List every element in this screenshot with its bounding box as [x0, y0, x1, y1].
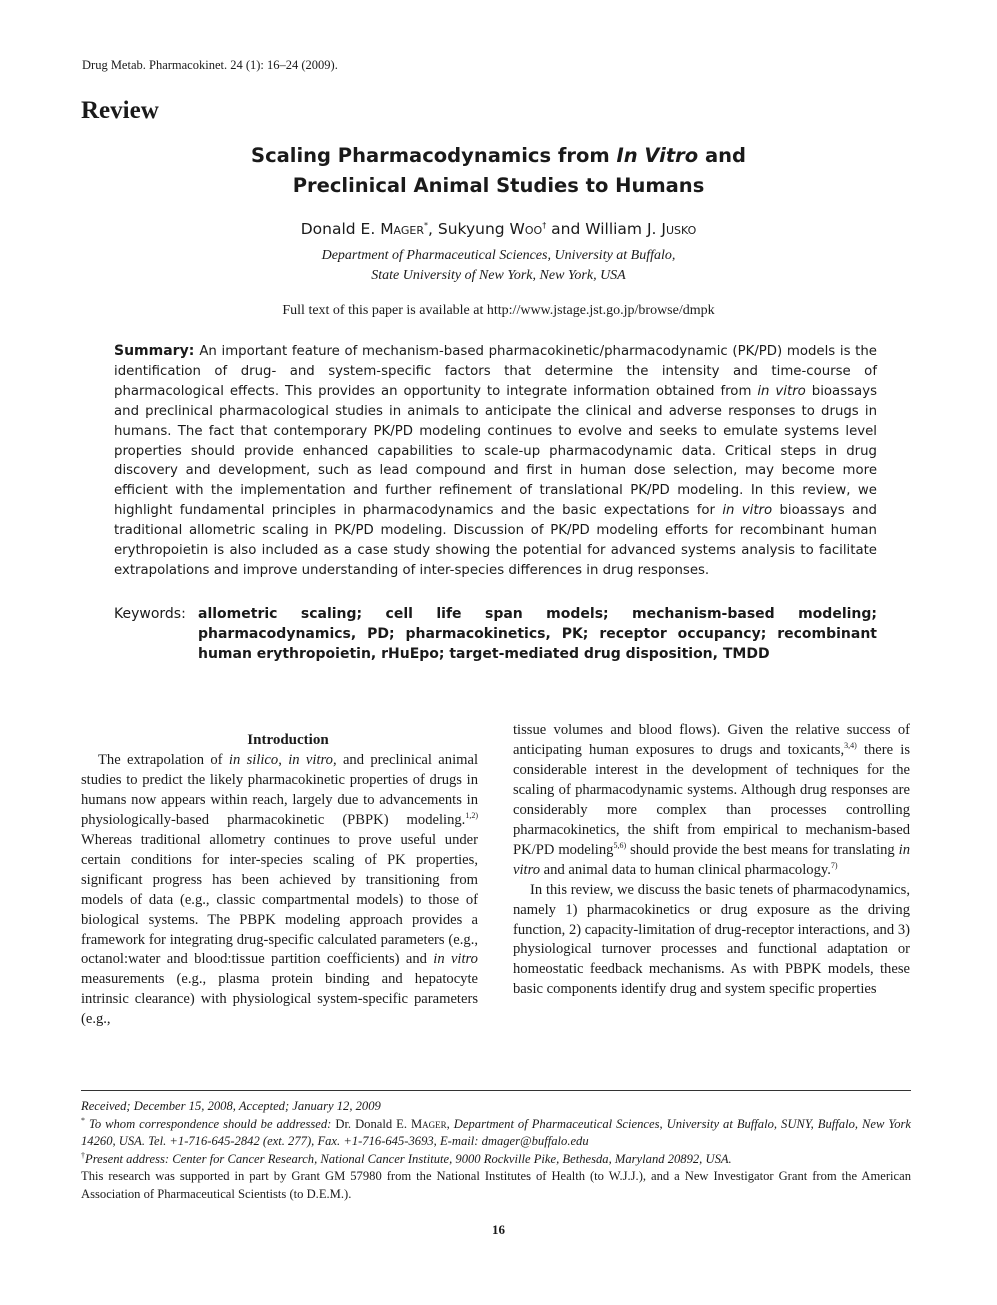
correspondence-note: * To whom correspondence should be addressed: Dr. Donald E. Mager, Department of Pharmaceutical Sciences, University at Buffalo, SUNY, Buffalo, New York 14260, USA. Tel. +1-716-645-2842 (ext. 277), Fax. +1-716-645-3693, E-mail: dmager@buffalo.edu [81, 1115, 912, 1148]
title-line2: Preclinical Animal Studies to Humans [292, 174, 705, 197]
author1-mark: * [424, 220, 429, 230]
author-list [150, 220, 847, 238]
citation: 7) [830, 860, 838, 870]
citation: 5,6) [613, 840, 627, 850]
title-line1-b: and [698, 144, 746, 167]
received-dates: Received; December 15, 2008, Accepted; January 12, 2009 [81, 1099, 381, 1113]
summary-text-2: bioassays and preclinical pharmacological studies in animals to anticipate the clinical and adverse responses to drugs in humans. The fact that contemporary PK/PD modeling continues to evolve and seeks to emulate systems level properties should provide enhanced capabilities to scale-up pharmacodynamic data. Critical steps in drug discovery and development, such as lead compound and first in human dose selection, may become more efficient with the implementation and further refinement of translational PK/PD modeling. In this review, we highlight fundamental principles in pharmacodynamics and the basic expectations for [114, 383, 877, 519]
introduction-heading: Introduction [247, 732, 329, 748]
affiliation-line2: State University of New York, New York, USA [371, 268, 626, 283]
affiliation [150, 246, 847, 286]
article-title [150, 141, 847, 201]
keywords-label: Keywords: [114, 606, 186, 622]
summary-text-1: An important feature of mechanism-based pharmacokinetic/pharmacodynamic (PK/PD) models is the identification of drug- and system-specific factors that determine the intensity and time-course of pharmacological effects. This provides an opportunity to integrate information obtained from [114, 344, 877, 399]
intro-paragraph-1-cont: tissue volumes and blood flows). Given the relative success of anticipating human exposures to drugs and toxicants,$^{3,4)}$ there is considerable interest in the development of techniques for the scaling of pharmacodynamic systems. Although drug responses are considerably more complex than processes controlling pharmacokinetics, the shift from empirical to mechanism-based PK/PD modeling$^{5,6)}$ should provide the best means for translating in vitro and animal data to human clinical pharmacology.$^{7)}$ [513, 722, 910, 878]
journal-reference: Drug Metab. Pharmacokinet. 24 (1): 16–24 (2009). [82, 58, 338, 72]
summary-label: Summary: [114, 343, 195, 359]
title-line1-a: Scaling Pharmacodynamics from [251, 144, 617, 167]
citation: 1,2) [465, 810, 478, 820]
fulltext-note: Full text of this paper is available at http://www.jstage.jst.go.jp/browse/dmpk [282, 303, 715, 318]
author2-mark: † [542, 220, 547, 230]
footnote-divider [81, 1090, 911, 1091]
title-line1-italic: In Vitro [616, 144, 699, 167]
present-address-note: †Present address: Center for Cancer Research, National Cancer Institute, 9000 Rockville Pike, Bethesda, Maryland 20892, USA. [81, 1150, 732, 1166]
keywords [114, 604, 877, 664]
author2-first: , Sukyung [428, 220, 510, 238]
author3-last: Jusko [661, 220, 697, 238]
author2-last: Woo [509, 220, 543, 238]
footnotes [81, 1098, 911, 1203]
author1-first: Donald E. [300, 220, 381, 238]
summary-italic-2: in vitro [722, 503, 773, 519]
summary-italic-1: in vitro [757, 383, 806, 399]
intro-paragraph-1: The extrapolation of in silico, in vitro, and preclinical animal studies to predict the likely pharmacokinetic properties of drugs in humans now appears within reach, largely due to advancements in physiologically-based pharmacokinetic (PBPK) modeling.$^{1,2)}$ Whereas traditional allometry continues to prove useful under certain conditions for inter-species scaling of PK properties, significant progress has been achieved by transitioning from models of data (e.g., classic compartmental models) to those of biological systems. The PBPK modeling approach provides a framework for integrating drug-specific calculated parameters (e.g., octanol:water and blood:tissue partition coefficients) and in vitro measurements (e.g., plasma protein binding and hepatocyte intrinsic clearance) with physiological system-specific parameters (e.g., [81, 751, 479, 1028]
affiliation-line1: Department of Pharmaceutical Sciences, University at Buffalo, [321, 248, 676, 263]
summary-text-3: bioassays and traditional allometric scaling in PK/PD modeling. Discussion of PK/PD modeling efforts for recombinant human erythropoietin is also included as a case study showing the potential for advanced systems analysis to facilitate extrapolations and improve understanding of inter-species differences in drug responses. [114, 503, 877, 578]
page-number: 16 [492, 1222, 505, 1237]
author3-first: and William J. [546, 220, 662, 238]
summary-abstract [114, 342, 877, 581]
citation: 3,4) [844, 741, 857, 751]
keywords-text: allometric scaling; cell life span models; mechanism-based modeling; pharmacodynamics, PD; pharmacokinetics, PK; receptor occupancy; recombinant human erythropoietin, rHuEpo; target-mediated drug disposition, TMDD [198, 606, 877, 662]
left-column [81, 731, 478, 1030]
author1-last: Mager [380, 220, 425, 238]
intro-paragraph-2: In this review, we discuss the basic tenets of pharmacodynamics, namely 1) pharmacokinetics or drug exposure as the driving function, 2) capacity-limitation of drug-receptor interactions, and 3) physiological turnover processes and functional adaptation or homeostatic feedback mechanisms. As with PBPK models, these basic components identify drug and system specific properties [513, 881, 910, 998]
right-column [513, 721, 910, 1000]
funding-note: This research was supported in part by Grant GM 57980 from the National Institutes of Health (to W.J.J.), and a New Investigator Grant from the American Association of Pharmaceutical Scientists (to D.E.M.). [81, 1169, 911, 1201]
section-label: Review [81, 97, 159, 124]
